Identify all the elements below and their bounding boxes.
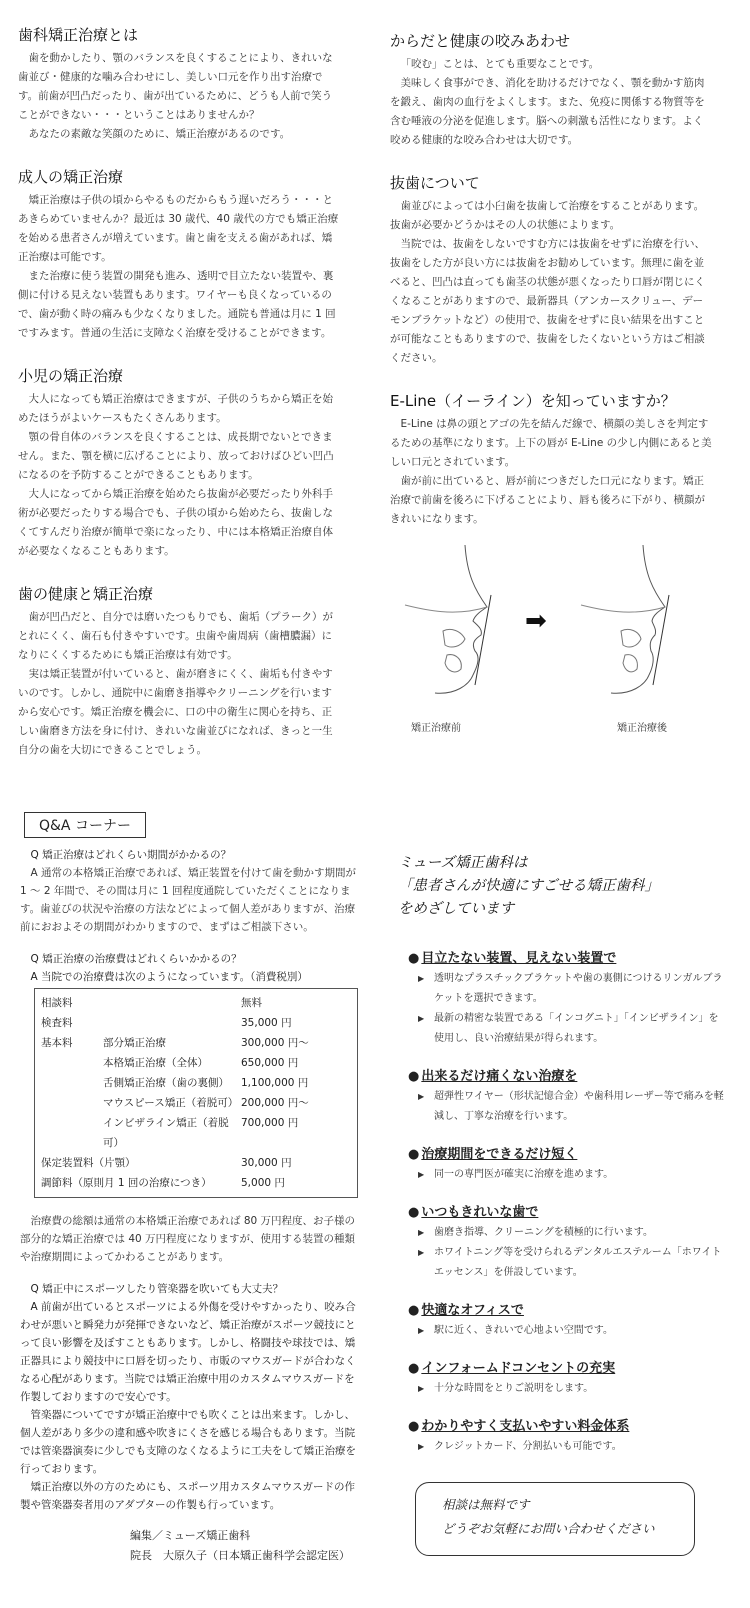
qa-answer-continued: 矯正治療以外の方のためにも、スポーツ用カスタムマウスガードの作製や管楽器奏者用のアダプターの作製も行っています。 bbox=[20, 1481, 356, 1511]
feature-heading bbox=[408, 1201, 728, 1220]
qa-answer-continued: 管楽器についてですが矯正治療中でも吹くことは出来ます。しかし、個人差があり多少の違和感や吹きにくさを感じる場合もあります。当院では管楽器演奏に少しでも支障のなくなるように工夫をして矯正治療を行っております。 bbox=[20, 1409, 356, 1475]
fee-item bbox=[231, 1153, 241, 1173]
triangle-bullet-icon: ▶ bbox=[418, 1228, 425, 1237]
section-title: 小児の矯正治療 bbox=[18, 367, 124, 385]
section-what-is-ortho bbox=[18, 24, 340, 144]
feature-bullet bbox=[408, 1009, 728, 1049]
feature-bullet-text: 透明なプラスチックブラケットや歯の裏側につけるリンガルブラケットを選択できます。 bbox=[434, 973, 723, 1004]
paragraph: 実は矯正装置が付いていると、歯が磨きにくく、歯垢も付きやすいのです。しかし、通院中に歯磨き指導やクリーニングを行いますから安心です。矯正治療を機会に、口の中の衛生に関心を持ち、正しい歯磨き方法を身に付け、きれいな歯並びになれば、きっと一生自分の歯を大切にできることでしょう。 bbox=[18, 668, 333, 756]
fee-row bbox=[41, 1113, 351, 1153]
feature-bullet bbox=[408, 1437, 728, 1457]
feature-title: いつもきれいな歯で bbox=[421, 1205, 539, 1220]
fee-price: 5,000 円 bbox=[241, 1177, 285, 1189]
feature-heading bbox=[408, 1065, 728, 1084]
fee-item: 舌側矯正治療（歯の裏側） bbox=[103, 1077, 229, 1089]
feature-bullet-text: 歯磨き指導、クリーニングを積極的に行います。 bbox=[434, 1227, 653, 1238]
feature-list bbox=[398, 947, 728, 1457]
qa-section bbox=[20, 812, 358, 1566]
feature-title: 治療期間をできるだけ短く bbox=[421, 1147, 578, 1162]
eline-after-label: 矯正治療後 bbox=[617, 723, 667, 734]
qa-answer: A 前歯が出ているとスポーツによる外傷を受けやすかったり、咬み合わせが悪いと瞬発力が発揮できないなど、矯正治療がスポーツ競技にとって良い影響を及ぼすこともあります。しかし、格闘技や球技では、矯正器具により競技中に口唇を切ったり、市販のマウスガードが合わなくなる心配があります。当院では矯正治療中用のカスタムマウスガードを作製しておりますので安心です。 bbox=[20, 1301, 356, 1403]
qa-title: Q&A コーナー bbox=[24, 812, 146, 838]
section-title: 抜歯について bbox=[390, 174, 480, 192]
fee-price: 35,000 円 bbox=[241, 1017, 292, 1029]
fee-row bbox=[41, 1053, 351, 1073]
fee-row bbox=[41, 1153, 351, 1173]
feature-title: 快適なオフィスで bbox=[421, 1303, 524, 1318]
fee-row bbox=[41, 1093, 351, 1113]
fee-table bbox=[34, 988, 358, 1198]
credit-director: 院長 大原久子（日本矯正歯科学会認定医） bbox=[130, 1549, 350, 1562]
section-extraction bbox=[390, 172, 712, 368]
fee-price: 30,000 円 bbox=[241, 1157, 292, 1169]
feature-item bbox=[408, 1299, 728, 1341]
bullet-dot-icon: ● bbox=[408, 951, 420, 966]
section-bite-health bbox=[390, 30, 712, 150]
fee-price: 650,000 円 bbox=[241, 1057, 299, 1069]
fee-category bbox=[41, 1053, 103, 1073]
qa-answer: A 当院での治療費は次のようになっています。（消費税別） bbox=[30, 971, 308, 983]
fee-category bbox=[41, 1073, 103, 1093]
feature-item bbox=[408, 1201, 728, 1283]
paragraph: 歯を動かしたり、顎のバランスを良くすることにより、きれいな歯並び・健康的な噛み合わせにし、美しい口元を作り出す治療です。前歯が凹凸だったり、歯が出ているために、どうも人前で笑うことができない・・・ということはありませんか？ bbox=[18, 52, 333, 121]
fee-row bbox=[41, 1073, 351, 1093]
fee-category: 検査料 bbox=[41, 1017, 73, 1029]
clinic-section bbox=[398, 852, 728, 1473]
paragraph: 歯並びによっては小臼歯を抜歯して治療をすることがあります。抜歯が必要かどうかはその人の状態によります。 bbox=[390, 200, 705, 231]
paragraph: E-Line は鼻の頭とアゴの先を結んだ線で、横顔の美しさを判定するための基準になります。上下の唇が E-Line の少し内側にあると美しい口元とされています。 bbox=[390, 418, 712, 468]
feature-bullet bbox=[408, 1321, 728, 1341]
section-child-ortho bbox=[18, 365, 340, 561]
consult-box bbox=[415, 1482, 695, 1556]
fee-row bbox=[41, 993, 351, 1013]
triangle-bullet-icon: ▶ bbox=[418, 1092, 425, 1101]
fee-category: 相談料 bbox=[41, 997, 73, 1009]
fee-row bbox=[41, 1033, 351, 1053]
section-title: E-Line（イーライン）を知っていますか？ bbox=[390, 392, 676, 410]
fee-row bbox=[41, 1013, 351, 1033]
feature-title: インフォームドコンセントの充実 bbox=[421, 1361, 616, 1376]
paragraph: 大人になってから矯正治療を始めたら抜歯が必要だったり外科手術が必要だったりする場合でも、子供の頃から始めたら、抜歯しなくてすんだり治療が簡単で楽になったり、中には本格矯正治療自体が必要なくなることもあります。 bbox=[18, 488, 333, 557]
bullet-dot-icon: ● bbox=[408, 1205, 420, 1220]
fee-item: 部分矯正治療 bbox=[103, 1037, 166, 1049]
feature-bullet bbox=[408, 1087, 728, 1127]
fee-price: 200,000 円〜 bbox=[241, 1097, 309, 1109]
feature-heading bbox=[408, 1415, 728, 1434]
fee-price: 300,000 円〜 bbox=[241, 1037, 309, 1049]
section-title: 成人の矯正治療 bbox=[18, 168, 124, 186]
eline-before-label: 矯正治療前 bbox=[411, 723, 461, 734]
fee-item bbox=[103, 993, 241, 1013]
feature-bullet-text: 駅に近く、きれいで心地よい空間です。 bbox=[434, 1325, 613, 1336]
credit-editor: 編集／ミューズ矯正歯科 bbox=[130, 1529, 251, 1542]
clinic-tagline-3: をめざしています bbox=[398, 901, 514, 917]
top-right-column bbox=[390, 30, 712, 551]
fee-note: 治療費の総額は通常の本格矯正治療であれば 80 万円程度、お子様の部分的な矯正治療では 40 万円程度になりますが、使用する装置の種類や治療期間によってかわることがあります。 bbox=[20, 1215, 356, 1263]
section-adult-ortho bbox=[18, 166, 340, 343]
section-title: 歯の健康と矯正治療 bbox=[18, 585, 154, 603]
feature-bullet bbox=[408, 1243, 728, 1283]
paragraph: 顎の骨自体のバランスを良くすることは、成長期でないとできません。また、顎を横に広げることにより、放っておけばひどい凹凸になるのを予防することができることもあります。 bbox=[18, 431, 334, 481]
clinic-tagline-2: 「患者さんが快適にすごせる矯正歯科」 bbox=[398, 878, 659, 894]
paragraph: また治療に使う装置の開発も進み、透明で目立たない装置や、裏側に付ける見えない装置もあります。ワイヤーも良くなっているので、歯が動く時の痛みも少なくなりました。通院も普通は月に 1 回ですみます。普通の生活に支障なく治療を受けることができます。 bbox=[18, 270, 336, 339]
paragraph: 美味しく食事ができ、消化を助けるだけでなく、顎を動かす筋肉を鍛え、歯肉の血行をよくします。また、免疫に関係する物質等を含む唾液の分泌を促進します。脳への刺激も活性になります。よく咬める健康的な咬み合わせは大切です。 bbox=[390, 77, 705, 146]
feature-item bbox=[408, 1357, 728, 1399]
paragraph: あなたの素敵な笑顔のために、矯正治療があるのです。 bbox=[28, 128, 291, 140]
fee-category: 基本料 bbox=[41, 1037, 73, 1049]
fee-category bbox=[41, 1113, 103, 1153]
feature-heading bbox=[408, 1299, 728, 1318]
feature-bullet-text: 最新の精密な装置である「インコグニト」「インビザライン」を使用し、良い治療結果が得られます。 bbox=[434, 1013, 719, 1044]
feature-title: 目立たない装置、見えない装置で bbox=[421, 951, 617, 966]
top-left-column bbox=[18, 24, 340, 782]
consult-free-text: 相談は無料です bbox=[442, 1497, 530, 1512]
fee-category: 保定装置料（片顎） bbox=[41, 1157, 136, 1169]
feature-bullet-text: クレジットカード、分割払いも可能です。 bbox=[434, 1441, 622, 1452]
eline-arrow: ➡ bbox=[525, 606, 547, 636]
fee-item: 本格矯正治療（全体） bbox=[103, 1057, 208, 1069]
fee-price: 700,000 円 bbox=[241, 1117, 299, 1129]
bullet-dot-icon: ● bbox=[408, 1069, 420, 1084]
qa-question: Q 矯正治療はどれくらい期間がかかるの？ bbox=[30, 849, 232, 861]
fee-item: インビザライン矯正（着脱可） bbox=[103, 1117, 229, 1149]
bullet-dot-icon: ● bbox=[408, 1147, 420, 1162]
triangle-bullet-icon: ▶ bbox=[418, 1442, 425, 1451]
triangle-bullet-icon: ▶ bbox=[418, 974, 425, 983]
feature-bullet bbox=[408, 1223, 728, 1243]
bullet-dot-icon: ● bbox=[408, 1303, 420, 1318]
paragraph: 矯正治療は子供の頃からやるものだからもう遅いだろう・・・とあきらめていませんか？最近は 30 歳代、40 歳代の方でも矯正治療を始める患者さんが増えています。歯と歯を支える歯があれば、矯正治療は可能です。 bbox=[18, 194, 339, 263]
feature-heading bbox=[408, 947, 728, 966]
triangle-bullet-icon: ▶ bbox=[418, 1170, 425, 1179]
feature-bullet-text: 十分な時間をとりご説明をします。 bbox=[434, 1383, 594, 1394]
fee-category: 調節料（原則月 1 回の治療につき） bbox=[41, 1177, 212, 1189]
triangle-bullet-icon: ▶ bbox=[418, 1384, 425, 1393]
feature-bullet-text: 超弾性ワイヤー（形状記憶合金）や歯科用レーザー等で痛みを軽減し、丁寧な治療を行います。 bbox=[434, 1091, 724, 1122]
credit bbox=[20, 1526, 358, 1566]
bullet-dot-icon: ● bbox=[408, 1361, 420, 1376]
feature-item bbox=[408, 947, 728, 1049]
fee-item bbox=[231, 1173, 241, 1193]
fee-price: 無料 bbox=[241, 997, 262, 1009]
feature-item bbox=[408, 1415, 728, 1457]
fee-item bbox=[103, 1013, 241, 1033]
feature-bullet-text: 同一の専門医が確実に治療を進めます。 bbox=[434, 1169, 614, 1180]
qa-answer: A 通常の本格矯正治療であれば、矯正装置を付けて歯を動かす期間が 1 〜 2 年間で、その間は月に 1 回程度通院していただくことになります。歯並びの状況や治療の方法などによって個人差がありますが、治療前におおよその期間がわかりますので、まずはご相談下さい。 bbox=[20, 867, 357, 933]
feature-bullet bbox=[408, 1165, 728, 1185]
profile-before-drawing bbox=[405, 545, 491, 693]
feature-bullet-text: ホワイトニング等を受けられるデンタルエステルーム「ホワイトエッセンス」を併設しています。 bbox=[434, 1247, 722, 1278]
feature-item bbox=[408, 1143, 728, 1185]
paragraph: 当院では、抜歯をしないですむ方には抜歯をせずに治療を行い、抜歯をした方が良い方には抜歯をお勧めしています。無理に歯を並べると、凹凸は直っても歯茎の状態が悪くなったり口唇が閉じにくくなることがありますので、最新器具（アンカースクリュー、デーモンブラケットなど）の使用で、抜歯をせずに良い結果を出すことが可能なこともありますので、抜歯をしたくないという方はご相談ください。 bbox=[390, 238, 705, 364]
feature-bullet bbox=[408, 969, 728, 1009]
fee-category bbox=[41, 1093, 103, 1113]
bullet-dot-icon: ● bbox=[408, 1419, 420, 1434]
qa-question: Q 矯正中にスポーツしたり管楽器を吹いても大丈夫？ bbox=[30, 1283, 284, 1295]
triangle-bullet-icon: ▶ bbox=[418, 1326, 425, 1335]
section-eline bbox=[390, 390, 712, 529]
clinic-tagline-1: ミューズ矯正歯科は bbox=[398, 855, 528, 871]
section-title: からだと健康の咬みあわせ bbox=[390, 32, 571, 50]
fee-price: 1,100,000 円 bbox=[241, 1077, 309, 1089]
feature-heading bbox=[408, 1143, 728, 1162]
qa-question: Q 矯正治療の治療費はどれくらいかかるの？ bbox=[30, 953, 242, 965]
paragraph: 「咬む」ことは、とても重要なことです。 bbox=[400, 58, 600, 70]
feature-heading bbox=[408, 1357, 728, 1376]
triangle-bullet-icon: ▶ bbox=[418, 1014, 425, 1023]
fee-row bbox=[41, 1173, 351, 1193]
paragraph: 歯が凹凸だと、自分では磨いたつもりでも、歯垢（プラーク）がとれにくく、歯石も付きやすいです。虫歯や歯周病（歯槽膿漏）になりにくくするためにも矯正治療は有効です。 bbox=[18, 611, 333, 661]
feature-item bbox=[408, 1065, 728, 1127]
triangle-bullet-icon: ▶ bbox=[418, 1248, 425, 1257]
feature-title: わかりやすく支払いやすい料金体系 bbox=[421, 1419, 630, 1434]
consult-invite-text: どうぞお気軽にお問い合わせください bbox=[442, 1521, 655, 1536]
fee-item: マウスピース矯正（着脱可） bbox=[103, 1097, 239, 1109]
feature-bullet bbox=[408, 1379, 728, 1399]
section-title: 歯科矯正治療とは bbox=[18, 26, 139, 44]
paragraph: 歯が前に出ていると、唇が前につきだした口元になります。矯正治療で前歯を後ろに下げることにより、唇も後ろに下がり、横顔がきれいになります。 bbox=[390, 475, 705, 525]
profile-after-drawing bbox=[581, 545, 669, 693]
section-dental-health bbox=[18, 583, 340, 760]
eline-figure bbox=[395, 535, 715, 745]
paragraph: 大人になっても矯正治療はできますが、子供のうちから矯正を始めたほうがよいケースもたくさんあります。 bbox=[18, 393, 333, 424]
feature-title: 出来るだけ痛くない治療を bbox=[421, 1069, 578, 1084]
